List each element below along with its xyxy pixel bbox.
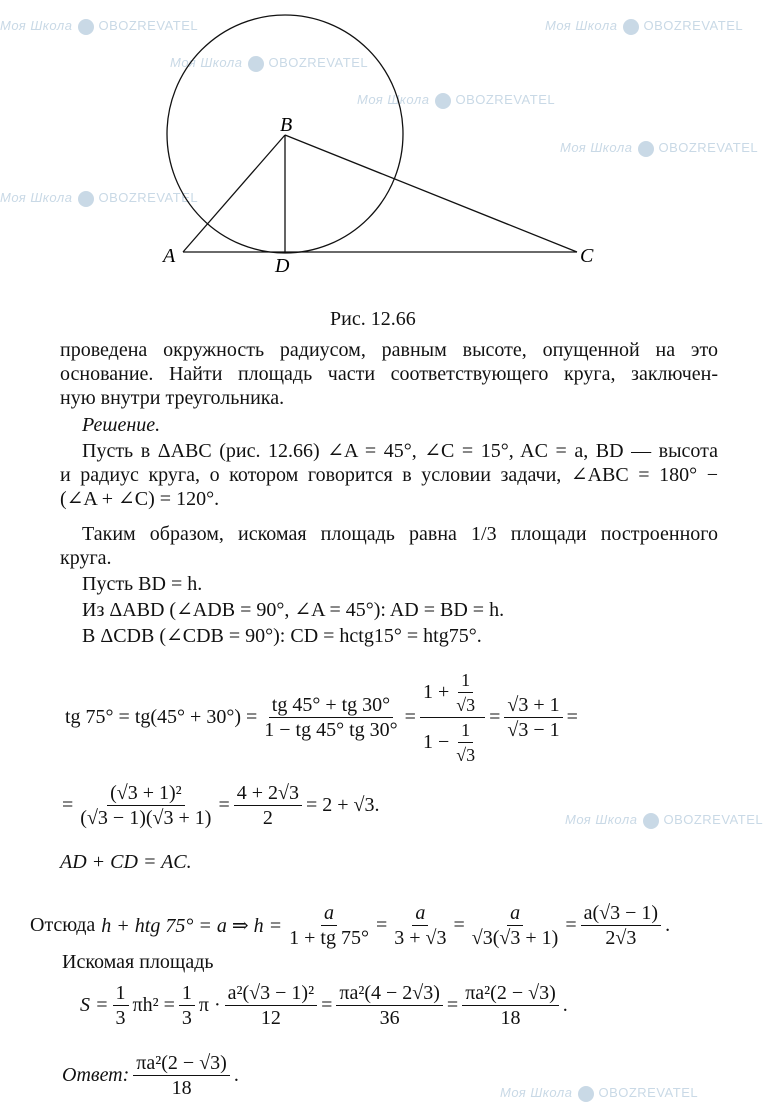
eq-text: Отсюда: [30, 913, 96, 936]
eq-text: π ·: [198, 993, 221, 1016]
denominator: 2√3: [605, 926, 637, 949]
watermark-brand: Моя Школа: [500, 1085, 573, 1100]
denominator: 1 + tg 75°: [289, 926, 369, 949]
side-bc: [285, 135, 577, 252]
eq-text: 1 +: [422, 681, 450, 703]
eq-text: =: [321, 993, 333, 1016]
eq-text: πh² =: [132, 993, 175, 1016]
solution-line: Пусть BD = h.: [82, 573, 203, 595]
watermark-brand: Моя Школа: [170, 55, 243, 70]
label-a: A: [163, 245, 176, 267]
watermark-partner: OBOZREVATEL: [598, 1085, 699, 1100]
fraction: [504, 693, 562, 742]
watermark: [565, 812, 763, 829]
label-d: D: [275, 255, 290, 277]
eq-text: = 2 + √3.: [305, 793, 380, 816]
watermark-partner: OBOZREVATEL: [268, 55, 369, 70]
denominator: 18: [171, 1076, 192, 1099]
figure-caption: Рис. 12.66: [330, 308, 416, 330]
eq-text: .: [562, 993, 568, 1016]
watermark-partner: OBOZREVATEL: [455, 92, 556, 107]
denominator: √3 − 1: [507, 718, 560, 741]
fraction: [420, 668, 485, 767]
eq-text: h + htg 75° = a ⇒ h =: [101, 914, 283, 937]
fraction: [462, 981, 559, 1030]
eq-text: =: [218, 793, 230, 816]
denominator: 18: [500, 1006, 521, 1029]
solution-line: Из ΔABD (∠ADB = 90°, ∠A = 45°): AD = BD = h.: [82, 599, 505, 621]
side-ab: [183, 135, 285, 252]
watermark-partner: OBOZREVATEL: [643, 18, 744, 33]
solution-line: Искомая площадь: [62, 951, 214, 973]
watermark-logo-icon: [643, 813, 659, 829]
numerator: a²(√3 − 1)²: [225, 981, 317, 1006]
numerator: a: [507, 901, 523, 926]
eq-text: =: [566, 705, 578, 728]
watermark-partner: OBOZREVATEL: [663, 812, 763, 827]
fraction: [225, 981, 317, 1030]
fraction: [453, 668, 478, 717]
solution-line: (∠A + ∠C) = 120°.: [60, 488, 220, 510]
fraction: [336, 981, 443, 1030]
watermark-partner: OBOZREVATEL: [98, 190, 199, 205]
numerator: πa²(4 − 2√3): [336, 981, 443, 1006]
solution-line: круга.: [60, 547, 112, 569]
eq-text: S =: [80, 993, 109, 1016]
denominator: √3(√3 + 1): [471, 926, 559, 949]
eq-text: =: [489, 705, 501, 728]
numerator: [420, 668, 485, 718]
watermark: [500, 1085, 698, 1102]
equation-area: [80, 975, 568, 1035]
numerator: 1: [458, 718, 473, 743]
numerator: πa²(2 − √3): [133, 1051, 230, 1076]
denominator: √3: [456, 694, 476, 715]
numerator: √3 + 1: [504, 693, 562, 718]
denominator: [420, 718, 485, 767]
watermark-brand: Моя Школа: [565, 812, 638, 827]
numerator: 1: [113, 981, 129, 1006]
solution-heading: Решение.: [82, 414, 161, 436]
watermark-partner: OBOZREVATEL: [98, 18, 199, 33]
watermark-brand: Моя Школа: [545, 18, 618, 33]
eq-text: =: [446, 993, 459, 1016]
problem-line: основание. Найти площадь части соответствующего круга, заключен-: [60, 363, 718, 385]
solution-line: AD + CD = AC.: [60, 851, 192, 873]
fraction: [391, 901, 449, 950]
fraction: [453, 718, 478, 767]
solution-line: В ΔCDB (∠CDB = 90°): CD = hctg15° = htg75°.: [82, 625, 482, 647]
watermark-brand: Моя Школа: [357, 92, 430, 107]
numerator: 4 + 2√3: [234, 781, 302, 806]
solution-line: Пусть в ΔABC (рис. 12.66) ∠A = 45°, ∠C = 15°, AC = a, BD — высота: [82, 440, 718, 462]
answer: [62, 1045, 239, 1105]
denominator: 12: [260, 1006, 281, 1029]
eq-text: .: [233, 1063, 239, 1086]
fraction: [133, 1051, 230, 1100]
denominator: 2: [262, 806, 273, 829]
fraction: [77, 781, 214, 830]
fraction: [286, 901, 372, 950]
problem-line: проведена окружность радиусом, равным высоте, опущенной на это: [60, 339, 718, 361]
equation-simplify: [62, 775, 380, 835]
label-b: B: [280, 114, 293, 136]
numerator: (√3 + 1)²: [107, 781, 185, 806]
numerator: a: [412, 901, 428, 926]
denominator: 1 − tg 45° tg 30°: [264, 718, 398, 741]
watermark-logo-icon: [578, 1086, 594, 1102]
watermark-brand: Моя Школа: [0, 190, 73, 205]
fraction: [179, 981, 195, 1030]
fraction: [261, 693, 400, 742]
eq-text: =: [62, 793, 74, 816]
eq-text: =: [375, 913, 388, 936]
numerator: πa²(2 − √3): [462, 981, 559, 1006]
numerator: 1: [179, 981, 195, 1006]
denominator: (√3 − 1)(√3 + 1): [80, 806, 212, 829]
fraction: [469, 901, 562, 950]
problem-line: ную внутри треугольника.: [60, 387, 285, 409]
fraction: [581, 901, 661, 950]
eq-text: .: [665, 913, 671, 936]
numerator: tg 45° + tg 30°: [269, 693, 393, 718]
fraction: [113, 981, 129, 1030]
equation-tg75: [65, 662, 578, 772]
denominator: 3 + √3: [394, 926, 447, 949]
denominator: 3: [115, 1006, 126, 1029]
solution-line: Таким образом, искомая площадь равна 1/3 площади построенного: [82, 523, 718, 545]
geometry-figure: [0, 0, 735, 300]
eq-text: =: [565, 913, 577, 936]
solution-line: и радиус круга, о котором говорится в условии задачи, ∠ABC = 180° −: [60, 464, 718, 486]
fraction: [234, 781, 302, 830]
eq-text: =: [404, 705, 416, 728]
denominator: √3: [456, 744, 476, 765]
watermark-partner: OBOZREVATEL: [658, 140, 759, 155]
numerator: a: [321, 901, 337, 926]
denominator: 36: [379, 1006, 400, 1029]
watermark-brand: Моя Школа: [560, 140, 633, 155]
eq-text: tg 75° = tg(45° + 30°) =: [65, 705, 258, 728]
denominator: 3: [181, 1006, 192, 1029]
watermark-brand: Моя Школа: [0, 18, 73, 33]
equation-h: [30, 895, 670, 955]
answer-label: Ответ:: [62, 1063, 130, 1086]
eq-text: =: [453, 913, 465, 936]
eq-text: 1 −: [422, 731, 450, 753]
label-c: C: [580, 245, 594, 267]
numerator: a(√3 − 1): [581, 901, 661, 926]
numerator: 1: [458, 668, 473, 693]
